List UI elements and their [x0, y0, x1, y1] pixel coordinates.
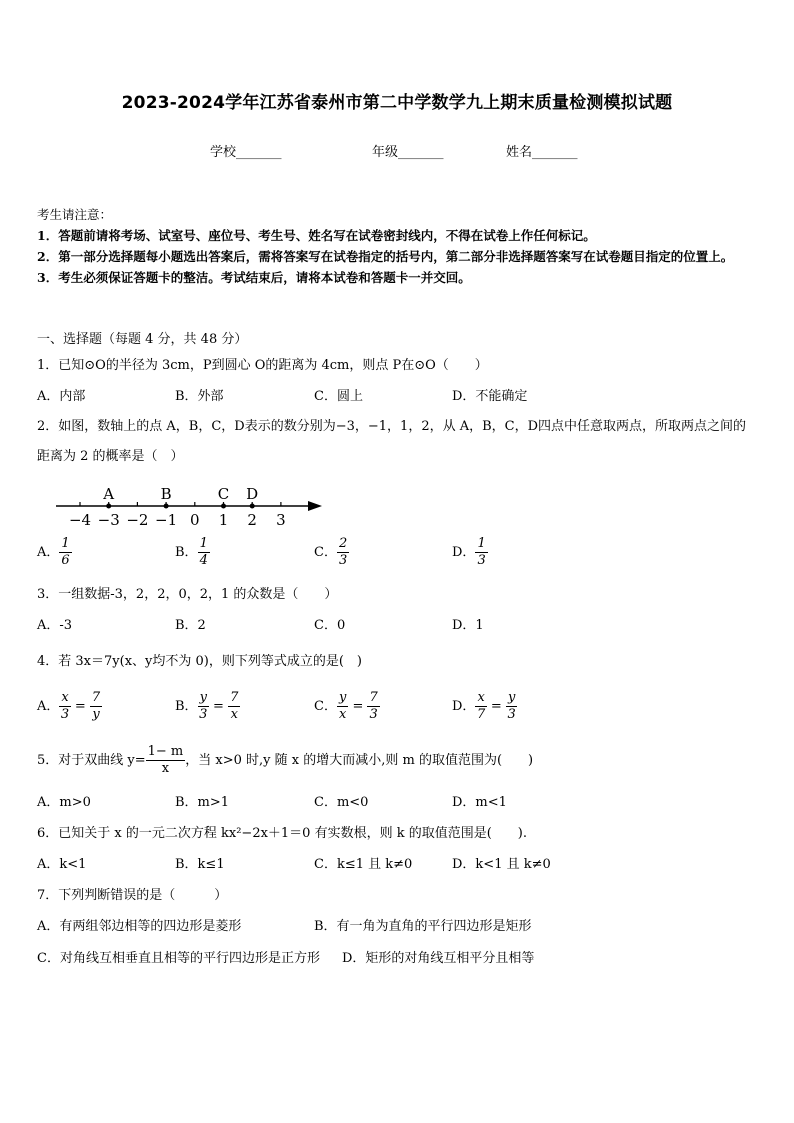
q4-option-b: B． $\frac{y}{3}$ = $\frac{7}{x}$	[175, 690, 239, 722]
q6-option-c: C．k≤1 且 k≠0	[314, 857, 413, 872]
axis-point-label: C	[217, 485, 230, 503]
q4-option-a: A． $\frac{x}{3}$ = $\frac{7}{y}$	[37, 690, 101, 722]
axis-arrow	[308, 501, 322, 511]
exam-notes	[37, 204, 762, 288]
note-item: 3．考生必须保证答题卡的整洁。考试结束后，请将本试卷和答题卡一并交回。	[37, 270, 471, 285]
q1-option-c: C．圆上	[314, 389, 363, 404]
axis-point-dot	[106, 504, 111, 509]
grade-field: 年级_______	[372, 145, 444, 160]
q5-option-b: B．m>1	[175, 795, 230, 810]
axis-tick-label: 2	[247, 511, 257, 529]
name-field: 姓名_______	[506, 145, 578, 160]
axis-tick-label: 1	[218, 511, 229, 529]
q7-option-d: D．矩形的对角线互相平分且相等	[342, 951, 535, 966]
question-3: 3．一组数据-3，2，2，0，2，1 的众数是（ ）	[37, 587, 338, 602]
axis-point-dot	[164, 504, 169, 509]
q7-option-b: B．有一角为直角的平行四边形是矩形	[314, 919, 532, 934]
q2-option-d: D． $\frac{1}{3}$	[452, 536, 486, 568]
q3-option-a: A．-3	[37, 618, 73, 633]
note-item: 2．第一部分选择题每小题选出答案后，需将答案写在试卷指定的括号内，第二部分非选择题答案写在试卷题目指定的位置上。	[37, 249, 734, 264]
question-5: 5．对于双曲线 y= $\frac{1- m}{x}$ ，当 x>0 时,y 随 x 的增大而减小,则 m 的取值范围为( )	[37, 744, 534, 776]
question-6: 6．已知关于 x 的一元二次方程 kx²−2x＋1＝0 有实数根，则 k 的取值范围是( ).	[37, 826, 528, 841]
q5-option-a: A．m>0	[37, 795, 91, 810]
axis-point-label: B	[160, 485, 172, 503]
q4-option-d: D． $\frac{x}{7}$ = $\frac{y}{3}$	[452, 690, 516, 722]
q2-option-a: A． $\frac{1}{6}$	[37, 536, 70, 568]
q1-option-d: D．不能确定	[452, 389, 528, 404]
number-line-figure	[50, 474, 330, 530]
notes-heading: 考生请注意：	[37, 207, 113, 222]
axis-point-dot	[221, 504, 226, 509]
page-title: 2023-2024学年江苏省泰州市第二中学数学九上期末质量检测模拟试题	[121, 93, 673, 113]
q6-option-d: D．k<1 且 k≠0	[452, 857, 551, 872]
axis-point-label: D	[246, 485, 259, 503]
q3-option-b: B．2	[175, 618, 206, 633]
q2-option-b: B． $\frac{1}{4}$	[175, 536, 208, 568]
school-field: 学校_______	[210, 145, 282, 160]
q7-option-a: A．有两组邻边相等的四边形是菱形	[37, 919, 242, 934]
axis-point-label: A	[103, 485, 115, 503]
question-4: 4．若 3x＝7y(x、y均不为 0)，则下列等式成立的是( )	[37, 654, 362, 669]
question-7: 7．下列判断错误的是（ ）	[37, 888, 228, 903]
question-1: 1．已知⊙O的半径为 3cm，P到圆心 O的距离为 4cm，则点 P在⊙O（ ）	[37, 358, 488, 373]
section-heading: 一、选择题（每题 4 分，共 48 分）	[37, 332, 248, 347]
axis-tick-label: −3	[97, 511, 120, 529]
q1-option-b: B．外部	[175, 389, 224, 404]
q7-option-c: C．对角线互相垂直且相等的平行四边形是正方形	[37, 951, 320, 966]
q6-option-a: A．k<1	[37, 857, 87, 872]
axis-point-dot	[250, 504, 255, 509]
axis-tick-label: 3	[276, 511, 286, 529]
axis-tick-label: −4	[68, 511, 92, 529]
q1-option-a: A．内部	[37, 389, 86, 404]
axis-tick-label: −2	[126, 511, 149, 529]
axis-tick-label: 0	[190, 511, 200, 529]
q5-option-d: D．m<1	[452, 795, 507, 810]
note-item: 1．答题前请将考场、试室号、座位号、考生号、姓名写在试卷密封线内，不得在试卷上作任何标记。	[37, 228, 596, 243]
question-2: 2．如图，数轴上的点 A，B，C，D表示的数分别为−3，−1，1，2，从 A，B，C，D四点中任意取两点，所取两点之间的距离为 2 的概率是（ ）	[37, 419, 747, 464]
axis-tick-label: −1	[155, 511, 178, 529]
q5-option-c: C．m<0	[314, 795, 369, 810]
q3-option-c: C．0	[314, 618, 346, 633]
q4-option-c: C． $\frac{y}{x}$ = $\frac{7}{3}$	[314, 690, 378, 722]
q2-option-c: C． $\frac{2}{3}$	[314, 536, 348, 568]
q6-option-b: B．k≤1	[175, 857, 225, 872]
q3-option-d: D．1	[452, 618, 484, 633]
